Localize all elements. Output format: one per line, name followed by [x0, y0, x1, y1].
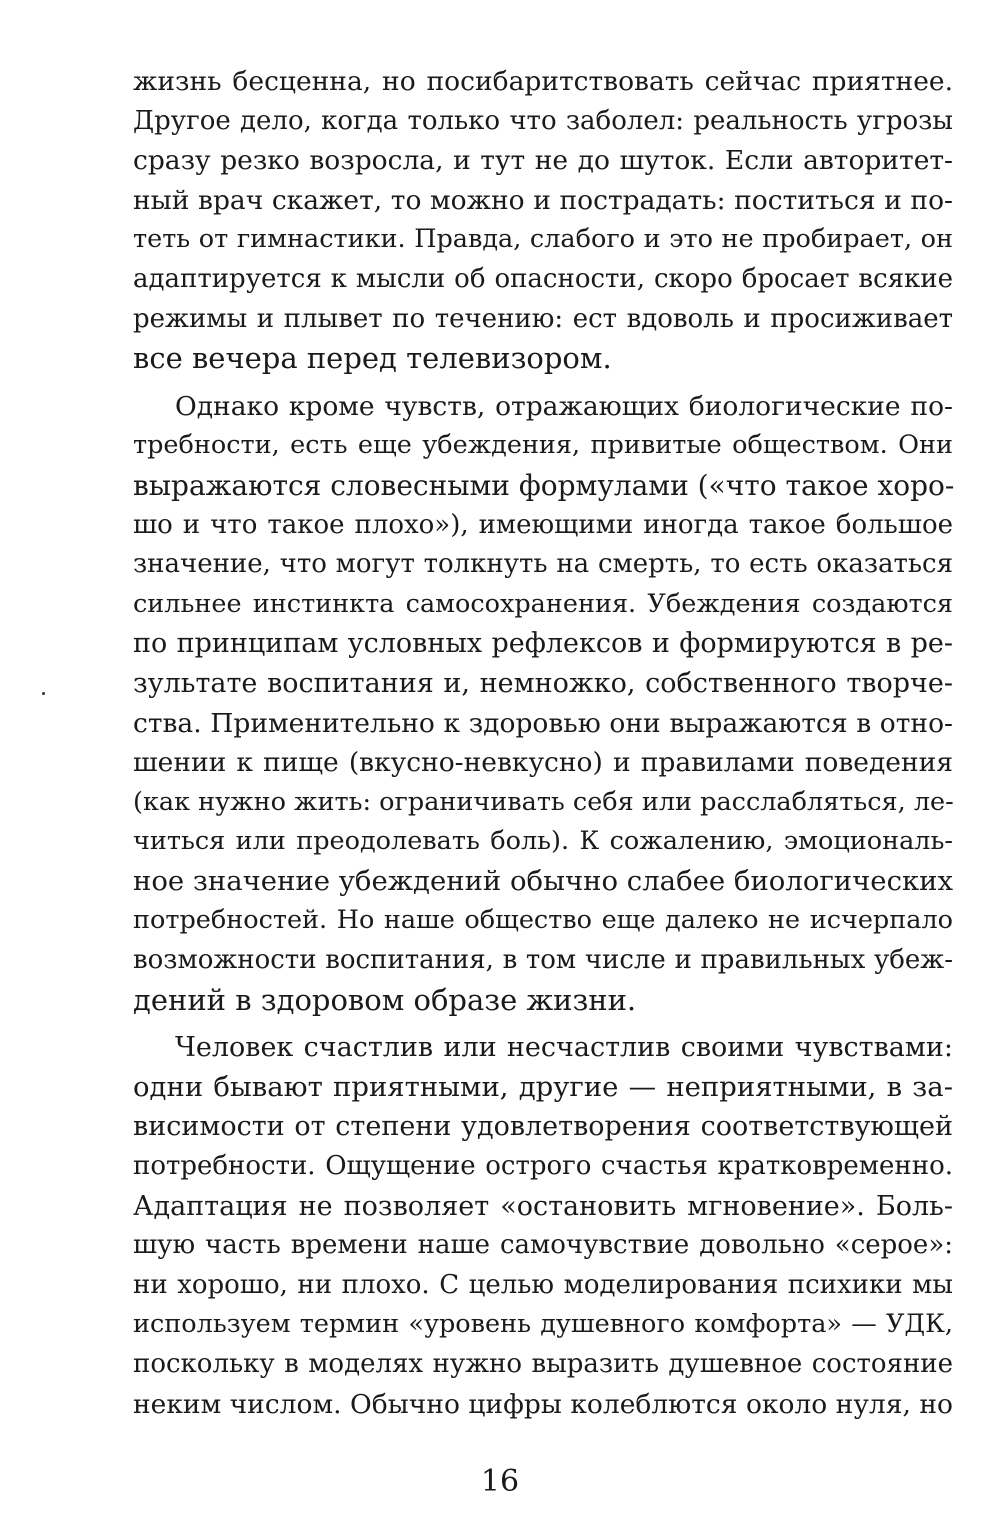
- text-line: Адаптация не позволяет «остановить мгновение». Боль-: [133, 1190, 953, 1222]
- text-line: зультате воспитания и, немножко, собственного творче-: [133, 667, 953, 699]
- page-number: 16: [480, 1464, 520, 1499]
- text-line: значение, что могут толкнуть на смерть, то есть оказаться: [133, 549, 953, 580]
- paragraph-2: [133, 387, 953, 1021]
- text-line: шении к пище (вкусно-невкусно) и правилами поведения: [133, 747, 953, 779]
- text-line: неким числом. Обычно цифры колеблются около нуля, но: [133, 1388, 953, 1420]
- text-line: используем термин «уровень душевного комфорта» — УДК,: [133, 1309, 953, 1340]
- text-line: выражаются словесными формулами («что такое хоро-: [133, 468, 955, 502]
- paragraph-1: [133, 62, 953, 379]
- text-line: висимости от степени удовлетворения соответствующей: [133, 1111, 953, 1143]
- text-line: одни бывают приятными, другие — неприятными, в за-: [133, 1070, 953, 1103]
- text-line: теть от гимнастики. Правда, слабого и это не пробирает, он: [133, 224, 953, 255]
- text-line: жизнь бесценна, но посибаритствовать сейчас приятнее.: [133, 66, 953, 97]
- text-line: поскольку в моделях нужно выразить душевное состояние: [133, 1349, 953, 1379]
- text-line: ный врач скажет, то можно и пострадать: поститься и по-: [133, 184, 953, 216]
- text-line: сильнее инстинкта самосохранения. Убеждения создаются: [133, 588, 953, 619]
- text-line: ства. Применительно к здоровью они выражаются в отно-: [133, 707, 953, 739]
- text-line: адаптируется к мысли об опасности, скоро бросает всякие: [133, 263, 953, 294]
- text-line: (как нужно жить: ограничивать себя или расслабляться, ле-: [133, 786, 954, 817]
- text-line: все вечера перед телевизором.: [133, 341, 612, 376]
- text-line: шую часть времени наше самочувствие довольно «серое»:: [133, 1230, 953, 1261]
- text-line: ни хорошо, ни плохо. С целью моделирования психики мы: [133, 1269, 953, 1300]
- text-line: по принципам условных рефлексов и формируются в ре-: [133, 628, 953, 660]
- text-line: дений в здоровом образе жизни.: [133, 982, 637, 1017]
- text-line: Человек счастлив или несчастлив своими чувствами:: [175, 1032, 953, 1064]
- text-line: Однако кроме чувств, отражающих биологические по-: [175, 390, 953, 422]
- page-body: [133, 62, 953, 1424]
- text-line: шо и что такое плохо»), имеющими иногда такое большое: [133, 509, 953, 540]
- text-line: требности, есть еще убеждения, привитые обществом. Они: [133, 430, 953, 461]
- text-line: читься или преодолевать боль). К сожалению, эмоциональ-: [133, 826, 953, 857]
- text-line: потребности. Ощущение острого счастья кратковременно.: [133, 1151, 953, 1182]
- paragraph-3: [133, 1028, 953, 1424]
- text-line: возможности воспитания, в том числе и правильных убеж-: [133, 945, 953, 976]
- text-line: потребностей. Но наше общество еще далеко не исчерпало: [133, 905, 953, 936]
- text-line: ное значение убеждений обычно слабее биологических: [133, 864, 954, 897]
- text-line: Другое дело, когда только что заболел: реальность угрозы: [133, 105, 953, 136]
- text-line: режимы и плывет по течению: ест вдоволь и просиживает: [133, 303, 953, 334]
- text-line: сразу резко возросла, и тут не до шуток. Если авторитет-: [133, 145, 953, 177]
- stray-dot: [42, 692, 45, 695]
